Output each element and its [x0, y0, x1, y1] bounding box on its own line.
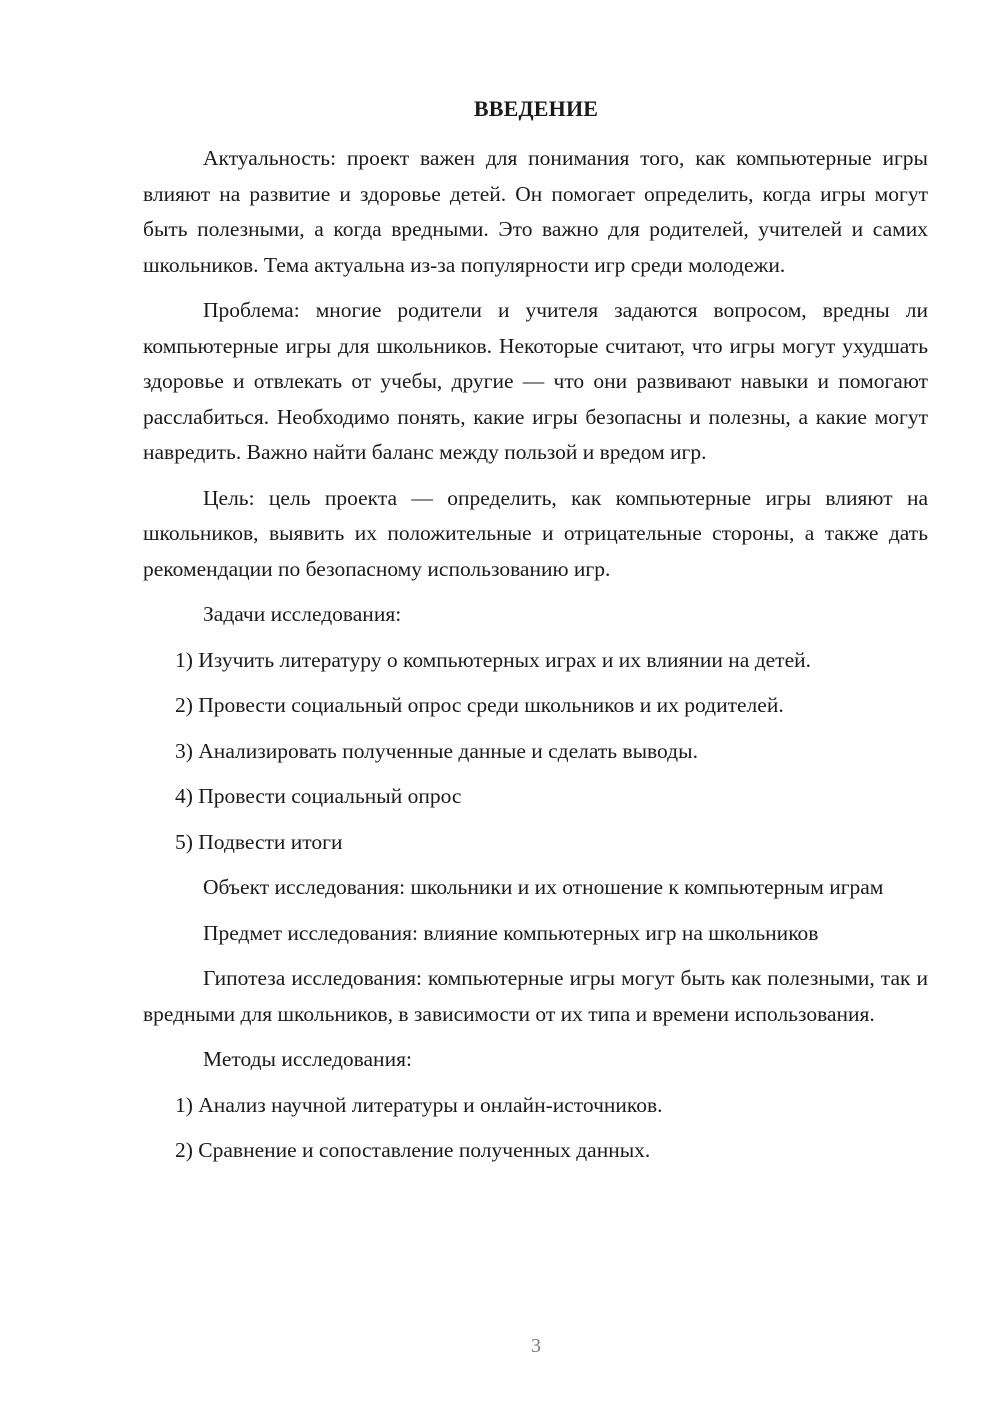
- methods-label: Методы исследования:: [203, 1047, 412, 1071]
- problem-paragraph: Проблема: многие родители и учителя задаются вопросом, вредны ли компьютерные игры для школьников. Некоторые считают, что игры могут ухудшать здоровье и отвлекать от учебы, другие — что они развивают навыки и помогают расслабиться. Необходимо понять, какие игры безопасны и полезны, а какие могут навредить. Важно найти баланс между пользой и вредом игр.: [143, 298, 928, 464]
- list-item: 1) Анализ научной литературы и онлайн-источников.: [175, 1092, 663, 1117]
- hypothesis-paragraph: Гипотеза исследования: компьютерные игры могут быть как полезными, так и вредными для школьников, в зависимости от их типа и времени использования.: [143, 966, 928, 1026]
- list-item: 4) Провести социальный опрос: [175, 784, 462, 808]
- object-paragraph: Объект исследования: школьники и их отношение к компьютерным играм: [203, 875, 884, 899]
- goal-paragraph: Цель: цель проекта — определить, как компьютерные игры влияют на школьников, выявить их положительные и отрицательные стороны, а также дать рекомендации по безопасному использованию игр.: [143, 485, 928, 581]
- list-item: 2) Провести социальный опрос среди школьников и их родителей.: [175, 693, 784, 717]
- document-body: [143, 141, 928, 1179]
- page-title: ВВЕДЕНИЕ: [473, 96, 599, 121]
- subject-paragraph: Предмет исследования: влияние компьютерных игр на школьников: [203, 920, 819, 945]
- methods-list: [143, 1088, 928, 1169]
- page-number: 3: [531, 1335, 541, 1357]
- list-item: 3) Анализировать полученные данные и сделать выводы.: [175, 738, 698, 763]
- list-item: 1) Изучить литературу о компьютерных играх и их влиянии на детей.: [175, 647, 812, 672]
- list-item: 5) Подвести итоги: [175, 829, 343, 854]
- relevance-paragraph: Актуальность: проект важен для понимания того, как компьютерные игры влияют на развитие и здоровье детей. Он помогает определить, когда игры могут быть полезными, а когда вредными. Это важно для родителей, учителей и самих школьников. Тема актуальна из-за популярности игр среди молодежи.: [143, 146, 928, 277]
- list-item: 2) Сравнение и сопоставление полученных данных.: [175, 1138, 651, 1162]
- tasks-list: [143, 643, 928, 861]
- tasks-label: Задачи исследования:: [203, 602, 402, 626]
